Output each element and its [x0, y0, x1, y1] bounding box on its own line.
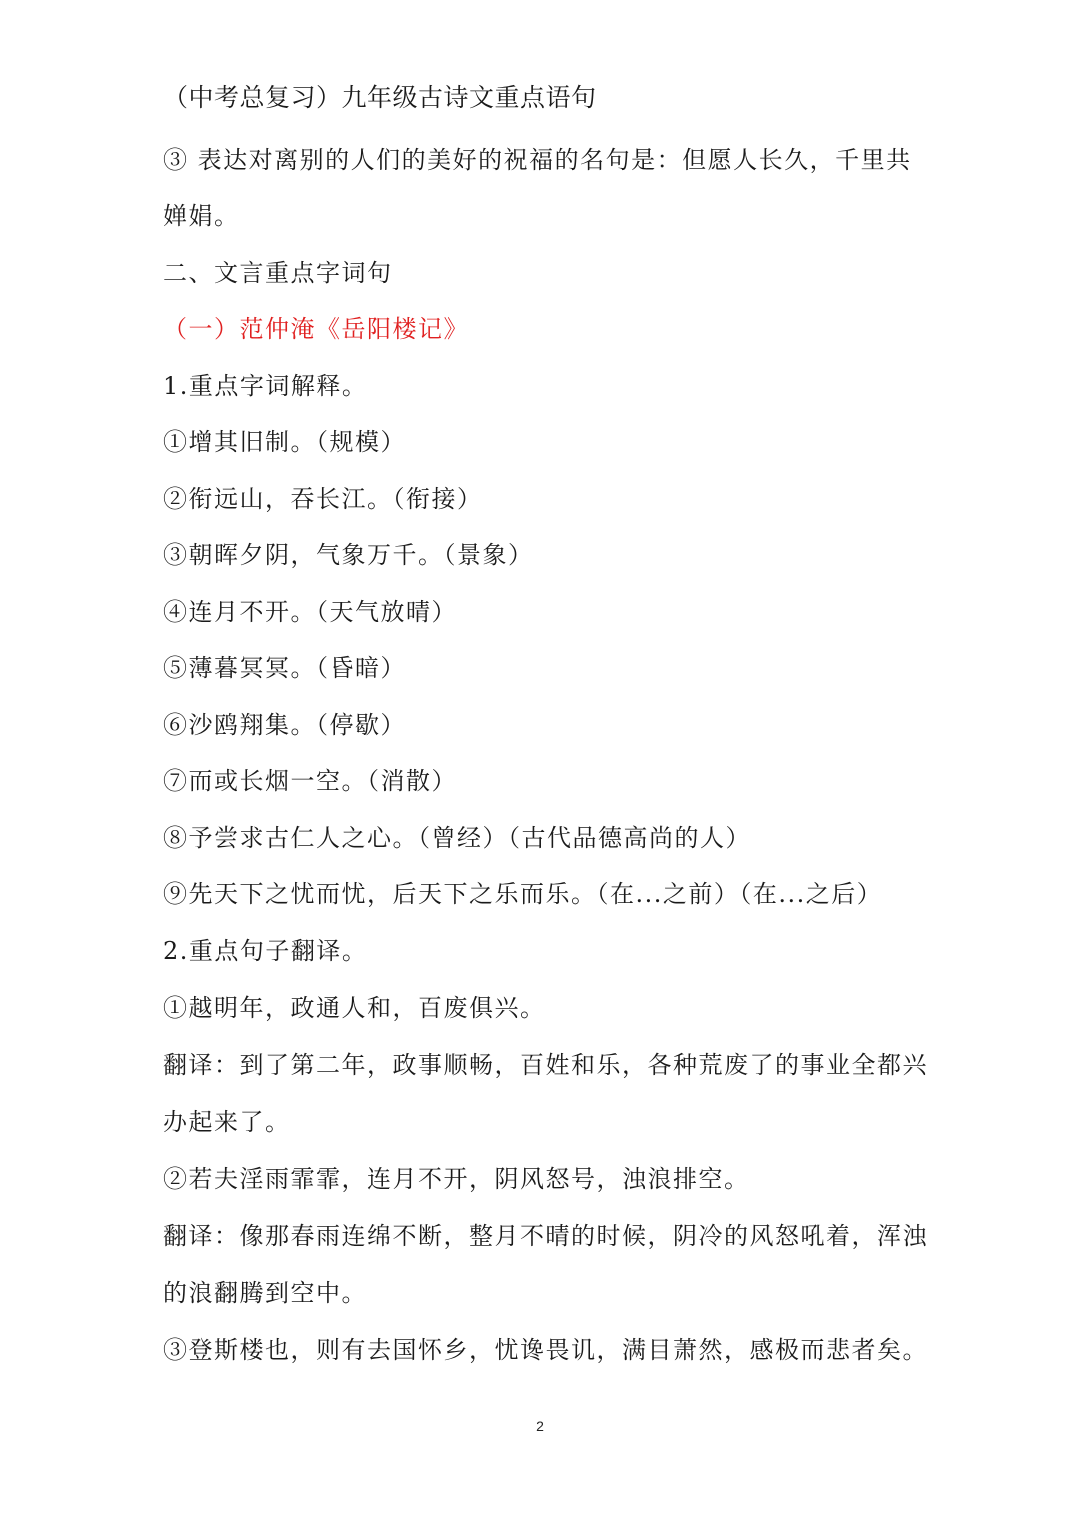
- sentences-heading: 2.重点句子翻译。: [163, 937, 368, 965]
- word-item-8: ⑧予尝求古仁人之心。（曾经）（古代品德高尚的人）: [163, 824, 751, 852]
- translation-2-line-2: 的浪翻腾到空中。: [163, 1279, 367, 1307]
- words-heading: 1.重点字词解释。: [163, 372, 368, 400]
- word-item-6: ⑥沙鸥翔集。（停歇）: [163, 711, 406, 739]
- word-item-4: ④连月不开。（天气放晴）: [163, 598, 457, 626]
- word-item-1: ①增其旧制。（规模）: [163, 428, 406, 456]
- word-item-9: ⑨先天下之忧而忧，后天下之乐而乐。（在...之前）（在...之后）: [163, 880, 883, 908]
- word-item-7: ⑦而或长烟一空。（消散）: [163, 767, 457, 795]
- sentence-1: ①越明年，政通人和，百废俱兴。: [163, 994, 546, 1022]
- document-title: （中考总复习）九年级古诗文重点语句: [163, 83, 597, 112]
- word-item-5: ⑤薄暮冥冥。（昏暗）: [163, 654, 406, 682]
- sentence-2: ②若夫淫雨霏霏，连月不开，阴风怒号，浊浪排空。: [163, 1165, 750, 1193]
- translation-2-line-1: 翻译：像那春雨连绵不断，整月不晴的时候，阴冷的风怒吼着，浑浊: [163, 1222, 928, 1250]
- intro-item-3-line-2: 婵娟。: [163, 202, 240, 230]
- word-item-2: ②衔远山，吞长江。（衔接）: [163, 485, 483, 513]
- word-item-3: ③朝晖夕阴，气象万千。（景象）: [163, 541, 534, 569]
- page-number: 2: [536, 1418, 544, 1434]
- section-heading: 二、文言重点字词句: [163, 259, 393, 287]
- intro-item-3-line-1: ③ 表达对离别的人们的美好的祝福的名句是：但愿人长久，千里共: [163, 146, 912, 174]
- section-subheading: （一）范仲淹《岳阳楼记》: [163, 315, 469, 343]
- translation-1-line-2: 办起来了。: [163, 1108, 291, 1136]
- sentence-3: ③登斯楼也，则有去国怀乡，忧谗畏讥，满目萧然，感极而悲者矣。: [163, 1336, 928, 1364]
- translation-1-line-1: 翻译：到了第二年，政事顺畅，百姓和乐，各种荒废了的事业全都兴: [163, 1051, 928, 1079]
